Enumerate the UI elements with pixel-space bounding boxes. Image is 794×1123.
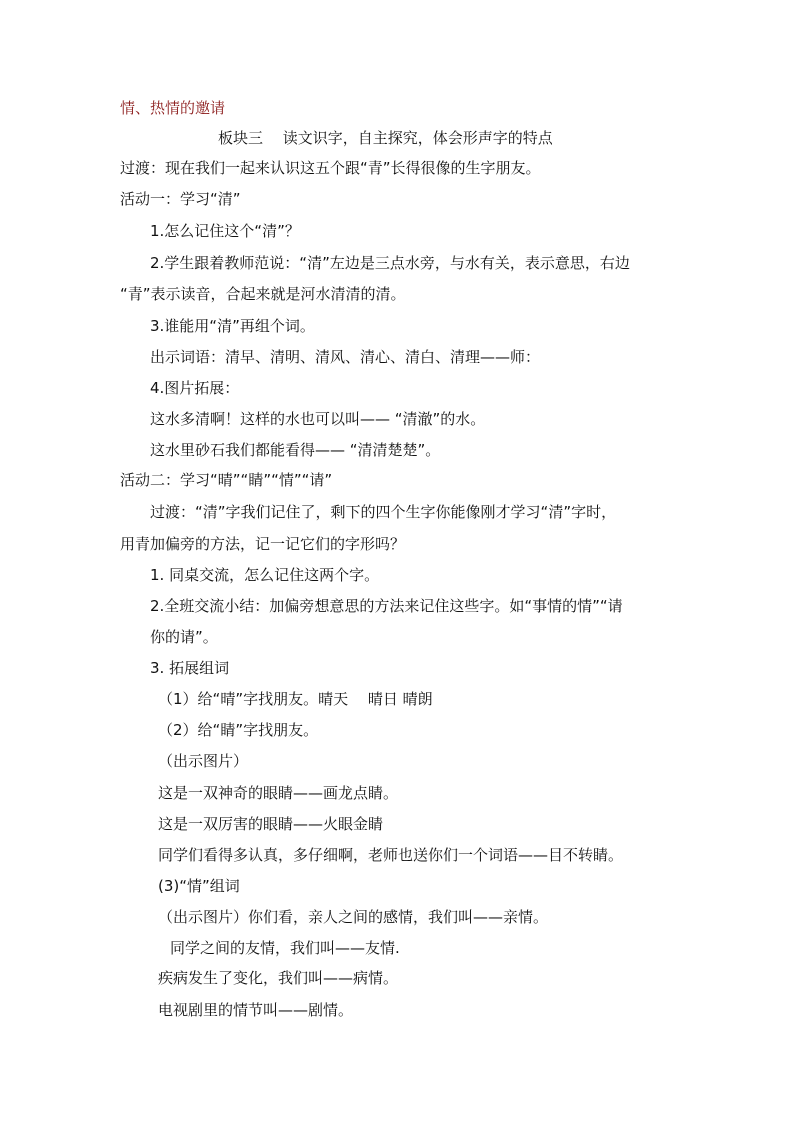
paragraph-line: （2）给“睛”字找朋友。	[158, 721, 319, 739]
paragraph-line: 疾病发生了变化，我们叫——病情。	[158, 969, 399, 987]
section-title: 板块三 读文识字，自主探究，体会形声字的特点	[218, 129, 553, 147]
paragraph-line: 过渡：“清”字我们记住了，剩下的四个生字你能像刚才学习“清”字时，	[150, 503, 617, 521]
transition-line: 过渡：现在我们一起来认识这五个跟“青”长得很像的生字朋友。	[120, 159, 541, 177]
paragraph-line: 这是一双厉害的眼睛——火眼金睛	[158, 815, 384, 833]
paragraph-line: 用青加偏旁的方法，记一记它们的字形吗？	[120, 535, 406, 553]
paragraph-line: 4.图片拓展：	[150, 379, 240, 397]
paragraph-line: 这水多清啊！这样的水也可以叫—— “清澈”的水。	[150, 410, 486, 428]
paragraph-line: 2.全班交流小结：加偏旁想意思的方法来记住这些字。如“事情的情”“请	[150, 597, 623, 615]
paragraph-line: （出示图片）你们看，亲人之间的感情，我们叫——亲情。	[158, 908, 549, 926]
paragraph-line: “青”表示读音，合起来就是河水清清的清。	[120, 285, 406, 303]
paragraph-line: 1. 同桌交流，怎么记住这两个字。	[150, 566, 380, 584]
paragraph-line: 电视剧里的情节叫——剧情。	[158, 1001, 354, 1019]
paragraph-line: 你的请”。	[150, 628, 218, 646]
paragraph-line: (3)“情”组词	[158, 877, 240, 895]
paragraph-line: 3. 拓展组词	[150, 659, 230, 677]
paragraph-line: （1）给“晴”字找朋友。晴天 晴日 晴朗	[158, 690, 433, 708]
paragraph-line: 1.怎么记住这个“清”？	[150, 222, 300, 240]
paragraph-line: 3.谁能用“清”再组个词。	[150, 317, 315, 335]
activity-heading: 活动二：学习“晴”“睛”“情”“请”	[120, 471, 333, 489]
paragraph-line: 2.学生跟着教师范说：“清”左边是三点水旁，与水有关，表示意思，右边	[150, 254, 630, 272]
paragraph-line: 同学之间的友情，我们叫——友情.	[170, 939, 400, 957]
section-fragment-heading: 情、热情的邀请	[120, 99, 226, 117]
paragraph-line: 同学们看得多认真，多仔细啊，老师也送你们一个词语——目不转睛。	[158, 846, 624, 864]
paragraph-line: （出示图片）	[158, 752, 249, 770]
activity-heading: 活动一：学习“清”	[120, 190, 241, 208]
paragraph-line: 出示词语：清早、清明、清风、清心、清白、清理——师：	[150, 348, 541, 366]
paragraph-line: 这是一双神奇的眼睛——画龙点睛。	[158, 784, 399, 802]
paragraph-line: 这水里砂石我们都能看得—— “清清楚楚”。	[150, 441, 441, 459]
